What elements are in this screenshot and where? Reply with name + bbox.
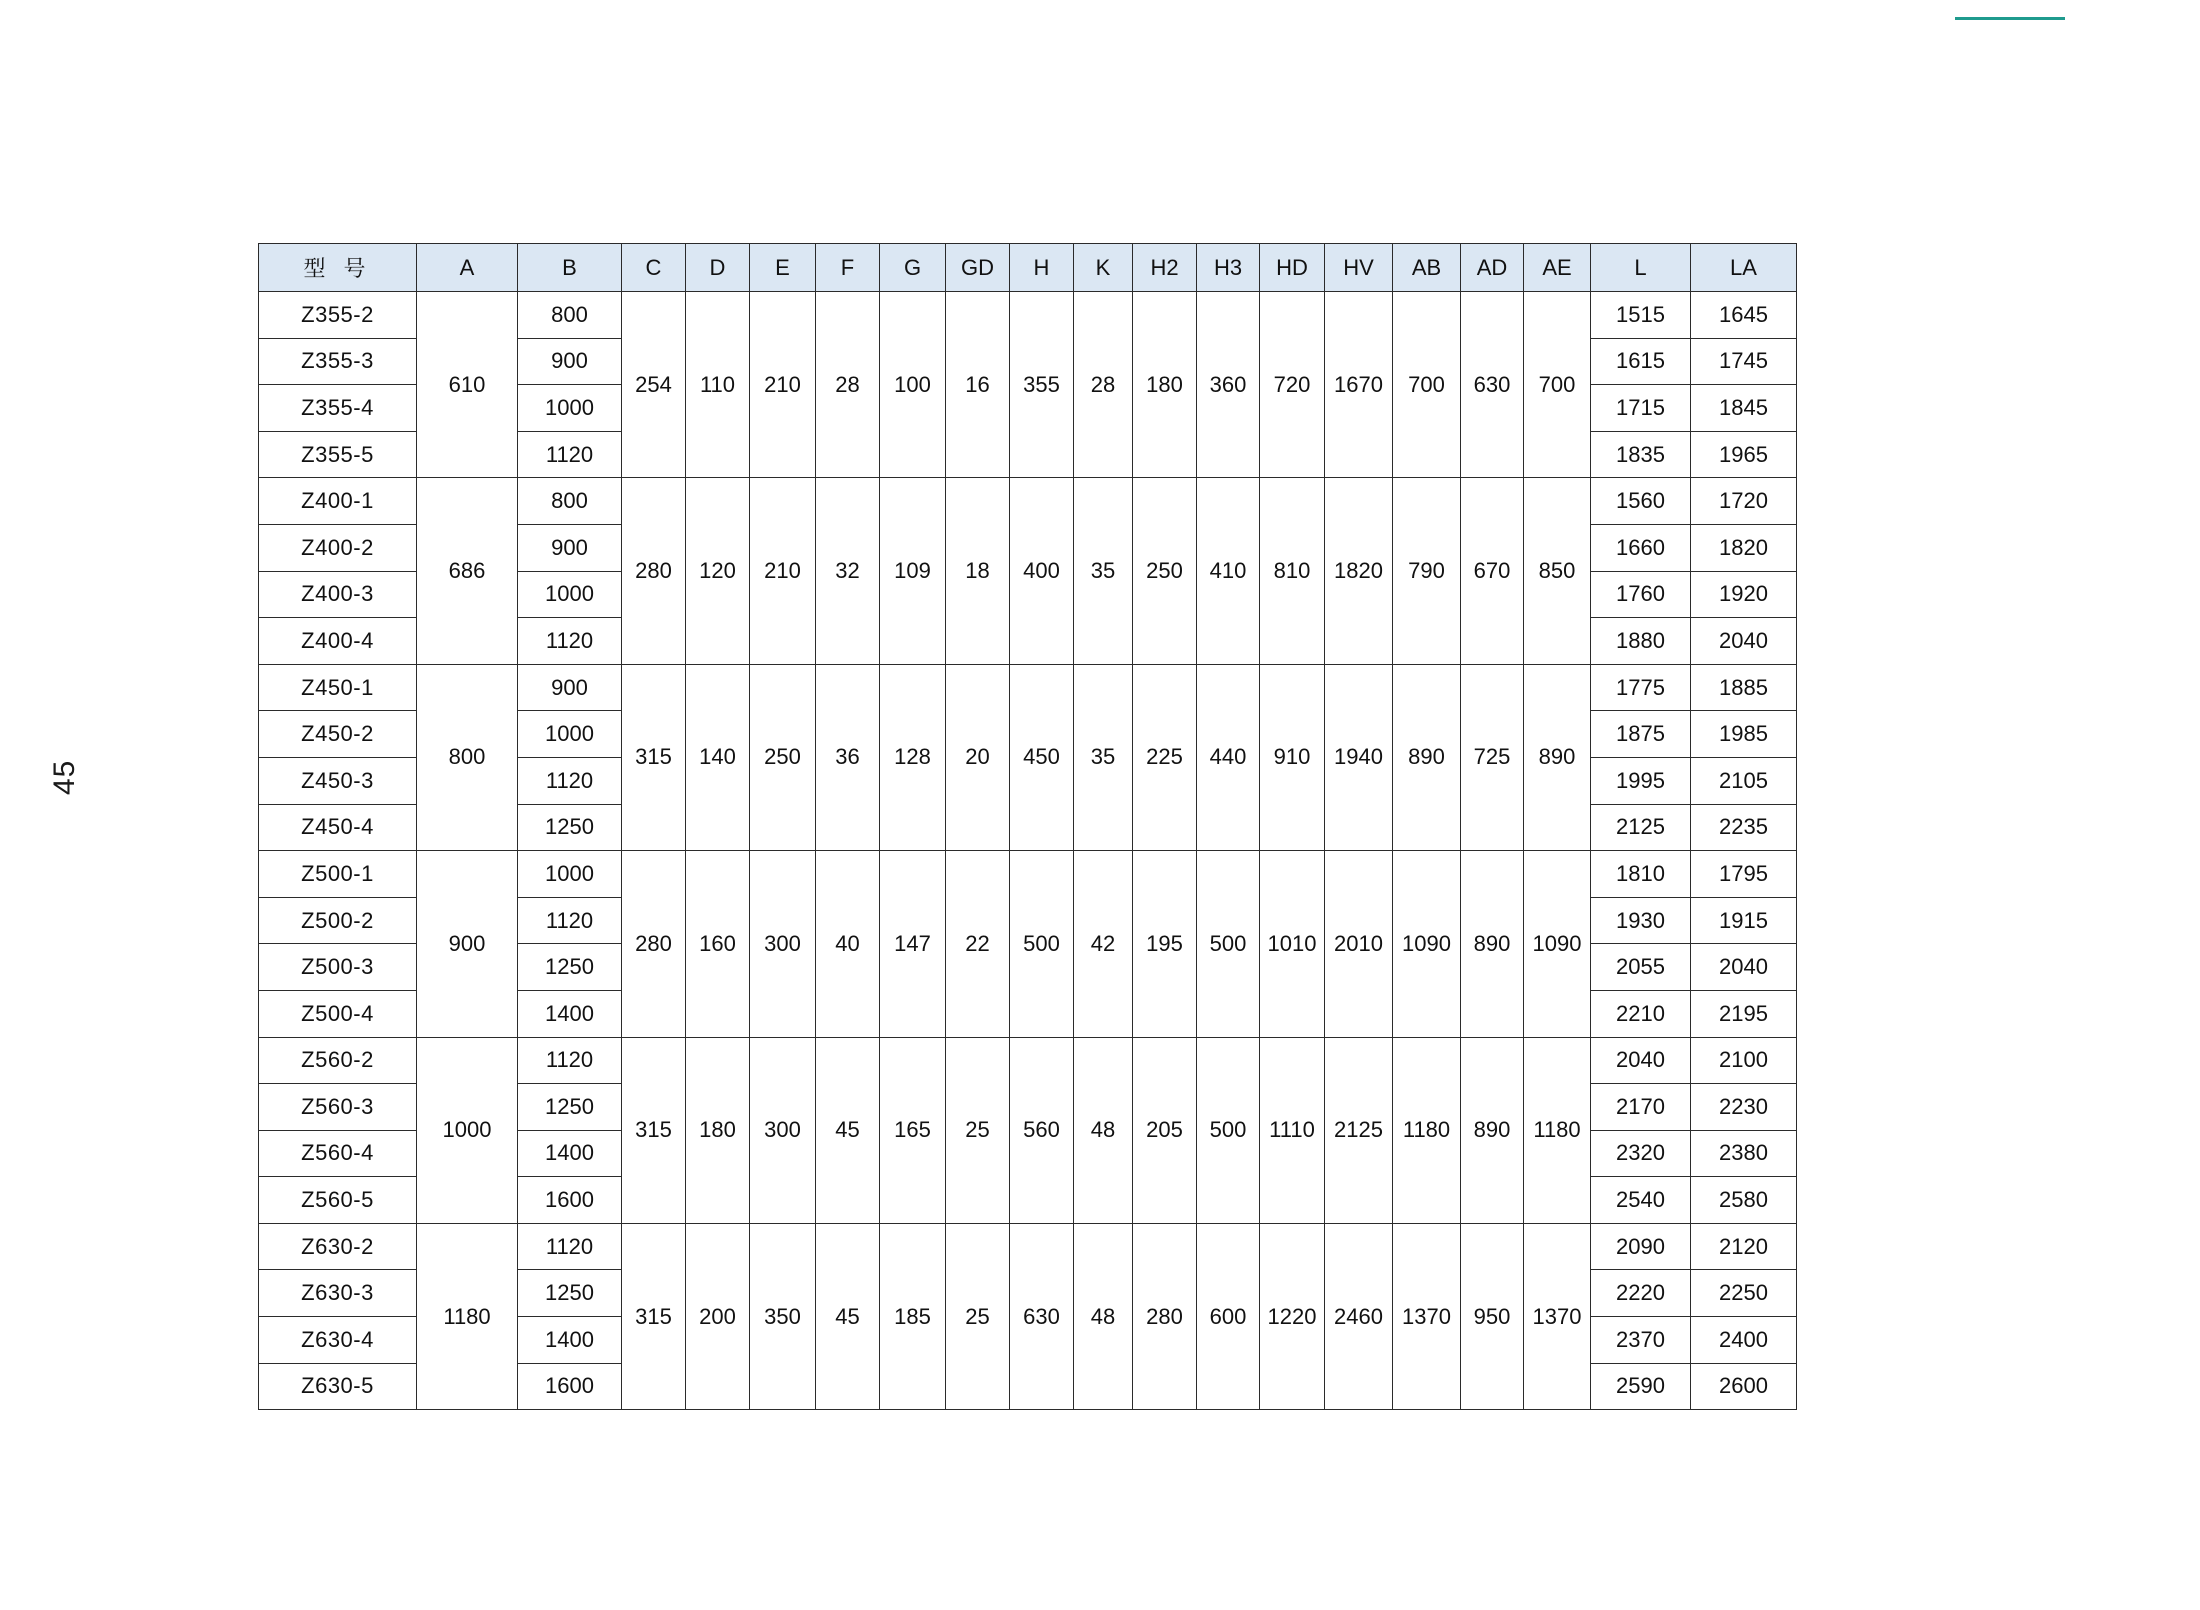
cell-h2: 250 bbox=[1133, 478, 1197, 664]
cell-model: Z400-4 bbox=[259, 618, 417, 665]
cell-h: 560 bbox=[1010, 1037, 1074, 1223]
cell-model: Z355-4 bbox=[259, 385, 417, 432]
cell-model: Z500-3 bbox=[259, 944, 417, 991]
table-row bbox=[259, 478, 1797, 525]
cell-ae: 850 bbox=[1524, 478, 1591, 664]
table-header bbox=[259, 244, 1797, 292]
cell-f: 36 bbox=[816, 664, 880, 850]
cell-a: 1180 bbox=[417, 1223, 518, 1409]
cell-b: 1120 bbox=[518, 1223, 622, 1270]
cell-h: 355 bbox=[1010, 292, 1074, 478]
cell-l: 1715 bbox=[1591, 385, 1691, 432]
cell-model: Z355-2 bbox=[259, 292, 417, 339]
cell-l: 1660 bbox=[1591, 524, 1691, 571]
cell-b: 1120 bbox=[518, 618, 622, 665]
cell-h: 630 bbox=[1010, 1223, 1074, 1409]
cell-hv: 2125 bbox=[1325, 1037, 1393, 1223]
cell-l: 2125 bbox=[1591, 804, 1691, 851]
cell-gd: 18 bbox=[946, 478, 1010, 664]
cell-ad: 630 bbox=[1461, 292, 1524, 478]
cell-l: 1615 bbox=[1591, 338, 1691, 385]
cell-k: 35 bbox=[1074, 664, 1133, 850]
column-header-a: A bbox=[417, 244, 518, 292]
cell-k: 35 bbox=[1074, 478, 1133, 664]
cell-ab: 790 bbox=[1393, 478, 1461, 664]
cell-model: Z500-2 bbox=[259, 897, 417, 944]
cell-ab: 1370 bbox=[1393, 1223, 1461, 1409]
column-header-model: 型 号 bbox=[259, 244, 417, 292]
cell-gd: 20 bbox=[946, 664, 1010, 850]
cell-b: 900 bbox=[518, 338, 622, 385]
column-header-f: F bbox=[816, 244, 880, 292]
cell-f: 45 bbox=[816, 1223, 880, 1409]
cell-b: 900 bbox=[518, 524, 622, 571]
column-header-gd: GD bbox=[946, 244, 1010, 292]
specification-table-container bbox=[258, 243, 1797, 1410]
cell-model: Z400-3 bbox=[259, 571, 417, 618]
cell-b: 800 bbox=[518, 478, 622, 525]
cell-hv: 2460 bbox=[1325, 1223, 1393, 1409]
cell-hv: 1670 bbox=[1325, 292, 1393, 478]
cell-model: Z450-3 bbox=[259, 757, 417, 804]
cell-b: 1400 bbox=[518, 1130, 622, 1177]
cell-hd: 1110 bbox=[1260, 1037, 1325, 1223]
cell-ab: 890 bbox=[1393, 664, 1461, 850]
cell-c: 254 bbox=[622, 292, 686, 478]
table-row bbox=[259, 1223, 1797, 1270]
cell-la: 2105 bbox=[1691, 757, 1797, 804]
cell-gd: 22 bbox=[946, 851, 1010, 1037]
cell-ab: 1090 bbox=[1393, 851, 1461, 1037]
column-header-ae: AE bbox=[1524, 244, 1591, 292]
cell-la: 1745 bbox=[1691, 338, 1797, 385]
column-header-b: B bbox=[518, 244, 622, 292]
table-body bbox=[259, 292, 1797, 1410]
cell-model: Z630-3 bbox=[259, 1270, 417, 1317]
column-header-g: G bbox=[880, 244, 946, 292]
cell-la: 2250 bbox=[1691, 1270, 1797, 1317]
column-header-ab: AB bbox=[1393, 244, 1461, 292]
cell-model: Z355-3 bbox=[259, 338, 417, 385]
column-header-h2: H2 bbox=[1133, 244, 1197, 292]
column-header-hv: HV bbox=[1325, 244, 1393, 292]
cell-ae: 700 bbox=[1524, 292, 1591, 478]
cell-e: 250 bbox=[750, 664, 816, 850]
cell-c: 315 bbox=[622, 1223, 686, 1409]
cell-model: Z630-5 bbox=[259, 1363, 417, 1410]
column-header-hd: HD bbox=[1260, 244, 1325, 292]
cell-ae: 1180 bbox=[1524, 1037, 1591, 1223]
cell-b: 1600 bbox=[518, 1177, 622, 1224]
cell-b: 1000 bbox=[518, 711, 622, 758]
cell-model: Z500-4 bbox=[259, 990, 417, 1037]
cell-l: 1810 bbox=[1591, 851, 1691, 898]
cell-la: 1795 bbox=[1691, 851, 1797, 898]
cell-hd: 720 bbox=[1260, 292, 1325, 478]
cell-b: 1400 bbox=[518, 1317, 622, 1364]
cell-l: 2590 bbox=[1591, 1363, 1691, 1410]
cell-la: 2040 bbox=[1691, 944, 1797, 991]
cell-e: 300 bbox=[750, 851, 816, 1037]
table-row bbox=[259, 1037, 1797, 1084]
cell-la: 2120 bbox=[1691, 1223, 1797, 1270]
cell-la: 2380 bbox=[1691, 1130, 1797, 1177]
cell-hv: 1820 bbox=[1325, 478, 1393, 664]
cell-b: 1120 bbox=[518, 757, 622, 804]
cell-b: 1000 bbox=[518, 571, 622, 618]
cell-l: 1995 bbox=[1591, 757, 1691, 804]
cell-l: 2055 bbox=[1591, 944, 1691, 991]
cell-la: 1920 bbox=[1691, 571, 1797, 618]
page-number: 45 bbox=[48, 759, 81, 795]
cell-hd: 810 bbox=[1260, 478, 1325, 664]
cell-hd: 910 bbox=[1260, 664, 1325, 850]
cell-model: Z400-1 bbox=[259, 478, 417, 525]
cell-h3: 410 bbox=[1197, 478, 1260, 664]
cell-h3: 500 bbox=[1197, 1037, 1260, 1223]
cell-g: 128 bbox=[880, 664, 946, 850]
cell-ae: 1090 bbox=[1524, 851, 1591, 1037]
cell-ae: 1370 bbox=[1524, 1223, 1591, 1409]
cell-la: 2235 bbox=[1691, 804, 1797, 851]
cell-gd: 25 bbox=[946, 1223, 1010, 1409]
cell-h: 400 bbox=[1010, 478, 1074, 664]
cell-model: Z400-2 bbox=[259, 524, 417, 571]
cell-a: 1000 bbox=[417, 1037, 518, 1223]
cell-g: 147 bbox=[880, 851, 946, 1037]
cell-f: 40 bbox=[816, 851, 880, 1037]
cell-hd: 1010 bbox=[1260, 851, 1325, 1037]
cell-k: 42 bbox=[1074, 851, 1133, 1037]
cell-model: Z450-4 bbox=[259, 804, 417, 851]
cell-la: 1985 bbox=[1691, 711, 1797, 758]
cell-hd: 1220 bbox=[1260, 1223, 1325, 1409]
cell-ad: 890 bbox=[1461, 851, 1524, 1037]
cell-g: 185 bbox=[880, 1223, 946, 1409]
cell-la: 2580 bbox=[1691, 1177, 1797, 1224]
column-header-l: L bbox=[1591, 244, 1691, 292]
cell-d: 140 bbox=[686, 664, 750, 850]
cell-f: 32 bbox=[816, 478, 880, 664]
table-header-row bbox=[259, 244, 1797, 292]
cell-la: 1720 bbox=[1691, 478, 1797, 525]
column-header-ad: AD bbox=[1461, 244, 1524, 292]
cell-l: 1835 bbox=[1591, 431, 1691, 478]
cell-ad: 950 bbox=[1461, 1223, 1524, 1409]
cell-hv: 2010 bbox=[1325, 851, 1393, 1037]
column-header-c: C bbox=[622, 244, 686, 292]
cell-l: 2090 bbox=[1591, 1223, 1691, 1270]
cell-gd: 25 bbox=[946, 1037, 1010, 1223]
table-row bbox=[259, 664, 1797, 711]
cell-la: 2400 bbox=[1691, 1317, 1797, 1364]
cell-la: 2195 bbox=[1691, 990, 1797, 1037]
cell-b: 1250 bbox=[518, 804, 622, 851]
cell-l: 2220 bbox=[1591, 1270, 1691, 1317]
column-header-h: H bbox=[1010, 244, 1074, 292]
cell-e: 300 bbox=[750, 1037, 816, 1223]
cell-ae: 890 bbox=[1524, 664, 1591, 850]
cell-h2: 205 bbox=[1133, 1037, 1197, 1223]
cell-a: 686 bbox=[417, 478, 518, 664]
cell-hv: 1940 bbox=[1325, 664, 1393, 850]
cell-la: 1885 bbox=[1691, 664, 1797, 711]
column-header-e: E bbox=[750, 244, 816, 292]
cell-b: 1400 bbox=[518, 990, 622, 1037]
cell-e: 210 bbox=[750, 478, 816, 664]
cell-la: 2040 bbox=[1691, 618, 1797, 665]
table-row bbox=[259, 292, 1797, 339]
cell-b: 900 bbox=[518, 664, 622, 711]
cell-la: 2230 bbox=[1691, 1084, 1797, 1131]
column-header-d: D bbox=[686, 244, 750, 292]
cell-k: 48 bbox=[1074, 1223, 1133, 1409]
cell-e: 350 bbox=[750, 1223, 816, 1409]
cell-b: 1250 bbox=[518, 1270, 622, 1317]
cell-d: 110 bbox=[686, 292, 750, 478]
cell-g: 165 bbox=[880, 1037, 946, 1223]
cell-c: 280 bbox=[622, 478, 686, 664]
cell-la: 1965 bbox=[1691, 431, 1797, 478]
cell-l: 2540 bbox=[1591, 1177, 1691, 1224]
cell-la: 1645 bbox=[1691, 292, 1797, 339]
cell-ab: 1180 bbox=[1393, 1037, 1461, 1223]
cell-model: Z500-1 bbox=[259, 851, 417, 898]
column-header-k: K bbox=[1074, 244, 1133, 292]
cell-b: 1600 bbox=[518, 1363, 622, 1410]
cell-d: 200 bbox=[686, 1223, 750, 1409]
cell-b: 1120 bbox=[518, 897, 622, 944]
cell-b: 1120 bbox=[518, 431, 622, 478]
cell-l: 1775 bbox=[1591, 664, 1691, 711]
cell-h2: 280 bbox=[1133, 1223, 1197, 1409]
cell-h2: 180 bbox=[1133, 292, 1197, 478]
cell-h: 500 bbox=[1010, 851, 1074, 1037]
cell-la: 1845 bbox=[1691, 385, 1797, 432]
cell-model: Z560-5 bbox=[259, 1177, 417, 1224]
specification-table bbox=[258, 243, 1797, 1410]
cell-d: 180 bbox=[686, 1037, 750, 1223]
cell-h3: 440 bbox=[1197, 664, 1260, 850]
cell-l: 1760 bbox=[1591, 571, 1691, 618]
cell-l: 2170 bbox=[1591, 1084, 1691, 1131]
cell-b: 1120 bbox=[518, 1037, 622, 1084]
cell-k: 48 bbox=[1074, 1037, 1133, 1223]
cell-ad: 890 bbox=[1461, 1037, 1524, 1223]
cell-l: 1875 bbox=[1591, 711, 1691, 758]
cell-model: Z630-4 bbox=[259, 1317, 417, 1364]
cell-h3: 600 bbox=[1197, 1223, 1260, 1409]
cell-b: 800 bbox=[518, 292, 622, 339]
cell-c: 315 bbox=[622, 664, 686, 850]
cell-b: 1000 bbox=[518, 385, 622, 432]
cell-l: 1560 bbox=[1591, 478, 1691, 525]
cell-l: 2370 bbox=[1591, 1317, 1691, 1364]
cell-model: Z450-1 bbox=[259, 664, 417, 711]
cell-c: 280 bbox=[622, 851, 686, 1037]
cell-model: Z560-3 bbox=[259, 1084, 417, 1131]
cell-d: 120 bbox=[686, 478, 750, 664]
cell-gd: 16 bbox=[946, 292, 1010, 478]
cell-l: 1930 bbox=[1591, 897, 1691, 944]
cell-k: 28 bbox=[1074, 292, 1133, 478]
cell-g: 100 bbox=[880, 292, 946, 478]
cell-a: 800 bbox=[417, 664, 518, 850]
table-row bbox=[259, 851, 1797, 898]
cell-f: 45 bbox=[816, 1037, 880, 1223]
cell-model: Z560-4 bbox=[259, 1130, 417, 1177]
cell-d: 160 bbox=[686, 851, 750, 1037]
cell-la: 2100 bbox=[1691, 1037, 1797, 1084]
top-rule-decoration bbox=[1955, 17, 2065, 20]
cell-h2: 225 bbox=[1133, 664, 1197, 850]
cell-la: 1820 bbox=[1691, 524, 1797, 571]
cell-l: 2040 bbox=[1591, 1037, 1691, 1084]
cell-ad: 725 bbox=[1461, 664, 1524, 850]
cell-f: 28 bbox=[816, 292, 880, 478]
cell-b: 1000 bbox=[518, 851, 622, 898]
cell-b: 1250 bbox=[518, 944, 622, 991]
cell-h2: 195 bbox=[1133, 851, 1197, 1037]
cell-g: 109 bbox=[880, 478, 946, 664]
cell-la: 2600 bbox=[1691, 1363, 1797, 1410]
cell-h3: 500 bbox=[1197, 851, 1260, 1037]
cell-b: 1250 bbox=[518, 1084, 622, 1131]
column-header-la: LA bbox=[1691, 244, 1797, 292]
column-header-h3: H3 bbox=[1197, 244, 1260, 292]
cell-l: 2320 bbox=[1591, 1130, 1691, 1177]
cell-model: Z630-2 bbox=[259, 1223, 417, 1270]
cell-model: Z560-2 bbox=[259, 1037, 417, 1084]
cell-l: 1515 bbox=[1591, 292, 1691, 339]
cell-l: 1880 bbox=[1591, 618, 1691, 665]
cell-l: 2210 bbox=[1591, 990, 1691, 1037]
cell-e: 210 bbox=[750, 292, 816, 478]
cell-model: Z355-5 bbox=[259, 431, 417, 478]
cell-ad: 670 bbox=[1461, 478, 1524, 664]
cell-h: 450 bbox=[1010, 664, 1074, 850]
cell-ab: 700 bbox=[1393, 292, 1461, 478]
cell-h3: 360 bbox=[1197, 292, 1260, 478]
cell-model: Z450-2 bbox=[259, 711, 417, 758]
cell-c: 315 bbox=[622, 1037, 686, 1223]
cell-a: 900 bbox=[417, 851, 518, 1037]
cell-a: 610 bbox=[417, 292, 518, 478]
cell-la: 1915 bbox=[1691, 897, 1797, 944]
